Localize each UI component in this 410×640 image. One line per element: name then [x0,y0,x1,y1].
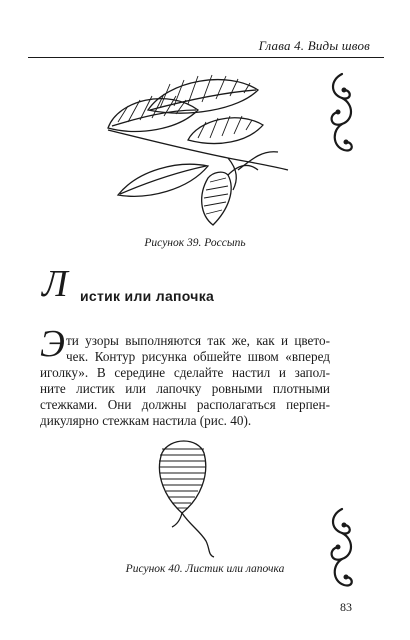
figure-40-caption: Рисунок 40. Листик или лапочка [125,563,285,575]
body-line: стежками. Они должны располагаться перпен- [40,397,330,412]
drop-initial: Э [40,323,65,365]
ornament-swirl-icon [322,505,362,595]
body-line: ти узоры выполняются так же, как и цвето- [66,333,330,348]
heading-initial: Л [42,263,68,305]
figure-40-illustration [140,435,240,560]
body-line: иголку». В середине сделайте настил и запол- [40,365,330,380]
heading-text: истик или лапочка [80,288,215,304]
page-number: 83 [340,600,352,614]
ornament-swirl-icon [322,70,362,160]
body-line: чек. Контур рисунка обшейте швом «вперед [66,349,330,364]
figure-39-caption: Рисунок 39. Россыпь [144,237,246,249]
section-heading [40,263,340,308]
body-line: дикулярно стежкам настила (рис. 40). [40,413,252,428]
body-line: ните листик или лапочку ровными плотными [40,381,330,396]
header-rule [28,57,384,58]
running-header: Глава 4. Виды швов [258,38,370,53]
figure-39-illustration [88,70,298,240]
